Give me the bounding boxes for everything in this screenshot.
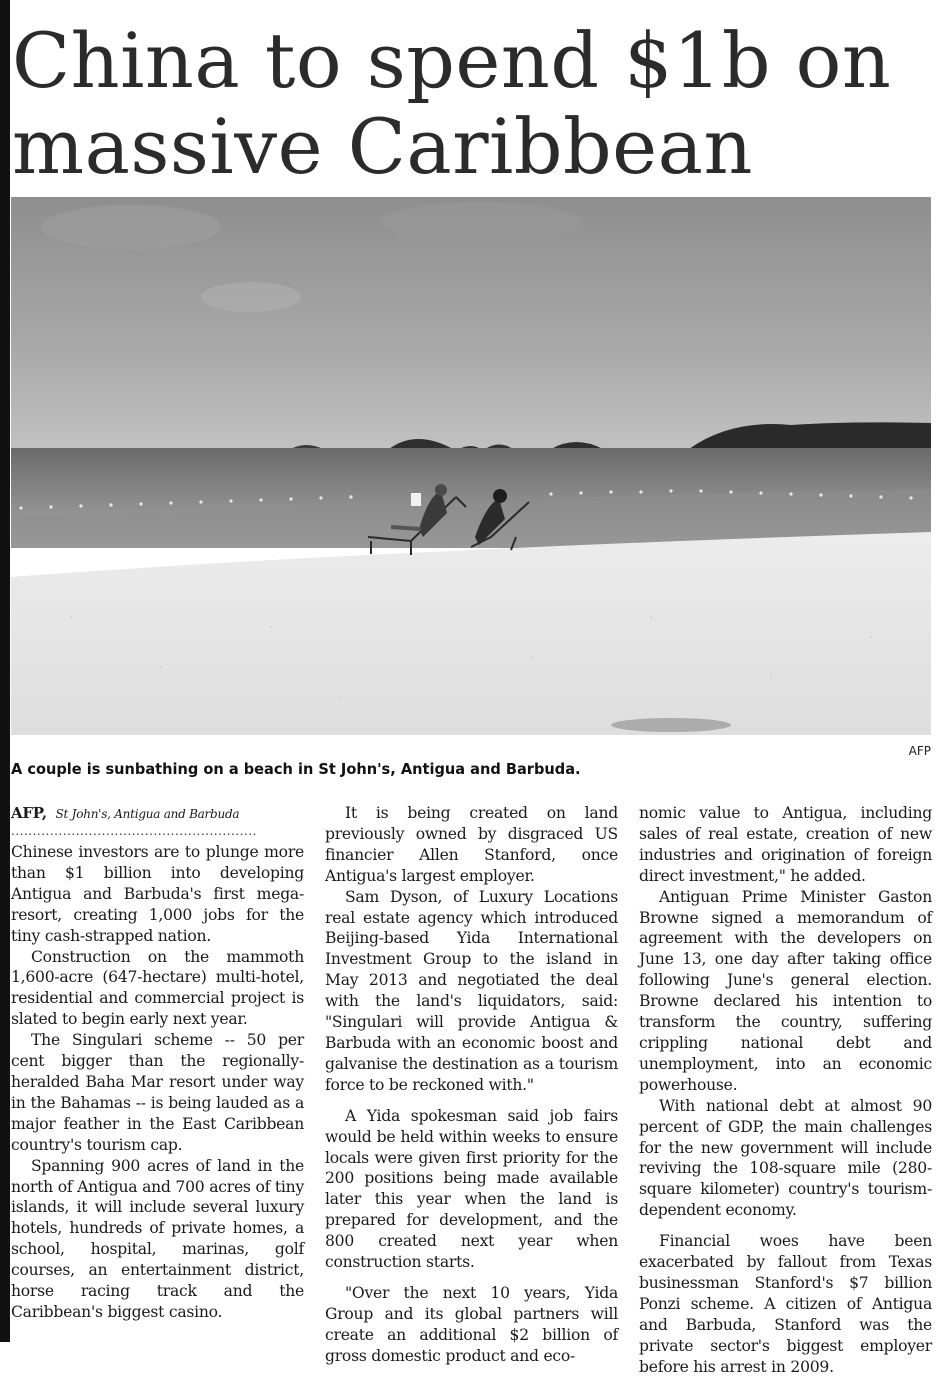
photo-credit: AFP (908, 744, 931, 758)
paragraph: Sam Dyson, of Luxury Locations real estate agency which introduced Beijing-based Yida International Investment Group to the island in May 2013 and negotiated the deal with the land's liquidators, said: "Singulari will provide Antigua & Barbuda with an economic boost and galvanise the destination as a tourism force to be reckoned with." (325, 887, 618, 1094)
beach-photo (11, 197, 931, 735)
article-column-2 (325, 803, 618, 1367)
paragraph: Chinese investors are to plunge more than $1 billion into developing Antigua and Barbuda's first mega-resort, creating 1,000 jobs for the tiny cash-strapped nation. (11, 843, 304, 945)
paragraph: With national debt at almost 90 percent of GDP, the main challenges for the new government will include reviving the 108-square mile (280-square kilometer) country's tourism-dependent economy. (639, 1096, 932, 1220)
paragraph: A Yida spokesman said job fairs would be held within weeks to ensure locals were given first priority for the 200 positions being made available later this year when the land is prepared for development, and the 800 created next year when construction starts. (325, 1106, 618, 1272)
paragraph: Financial woes have been exacerbated by fallout from Texas businessman Stanford's $7 billion Ponzi scheme. A citizen of Antigua and Barbuda, Stanford was the private sector's biggest employer before his arrest in 2009. (639, 1232, 932, 1376)
photo-caption: A couple is sunbathing on a beach in St John's, Antigua and Barbuda. (11, 760, 581, 778)
byline-dateline: St John's, Antigua and Barbuda (55, 807, 240, 821)
paragraph: nomic value to Antigua, including sales of real estate, creation of new industries and origination of foreign direct investment," he added. (639, 804, 932, 885)
paragraph: "Over the next 10 years, Yida Group and its global partners will create an additional $2 billion of gross domestic product and eco- (325, 1283, 618, 1365)
paragraph: The Singulari scheme -- 50 per cent bigger than the regionally-heralded Baha Mar resort under way in the Bahamas -- is being lauded as a major feather in the East Caribbean country's tourism cap. (11, 1031, 304, 1154)
paragraph: It is being created on land previously owned by disgraced US financier Allen Stanford, once Antigua's largest employer. (325, 804, 618, 885)
byline-agency: AFP, (11, 804, 47, 822)
headline: China to spend $1b on massive Caribbean (12, 16, 892, 191)
byline (11, 803, 304, 824)
paragraph: Construction on the mammoth 1,600-acre (647-hectare) multi-hotel, residential and commercial project is slated to begin early next year. (11, 947, 304, 1029)
article-column-3 (639, 803, 932, 1377)
paragraph: Antiguan Prime Minister Gaston Browne signed a memorandum of agreement with the developers on June 13, one day after taking office following June's general election. Browne declared his intention to transform the country, suffering crippling national debt and unemployment, into an economic powerhouse. (639, 887, 932, 1094)
paragraph: Spanning 900 acres of land in the north of Antigua and 700 acres of tiny islands, it will include several luxury hotels, hundreds of private homes, a school, hospital, marinas, golf courses, an entertainment district, horse racing track and the Caribbean's biggest casino. (11, 1156, 304, 1321)
page-edge-bar (0, 0, 10, 1342)
article-column-1 (11, 803, 304, 1323)
byline-separator: ......................................................... (11, 824, 257, 838)
